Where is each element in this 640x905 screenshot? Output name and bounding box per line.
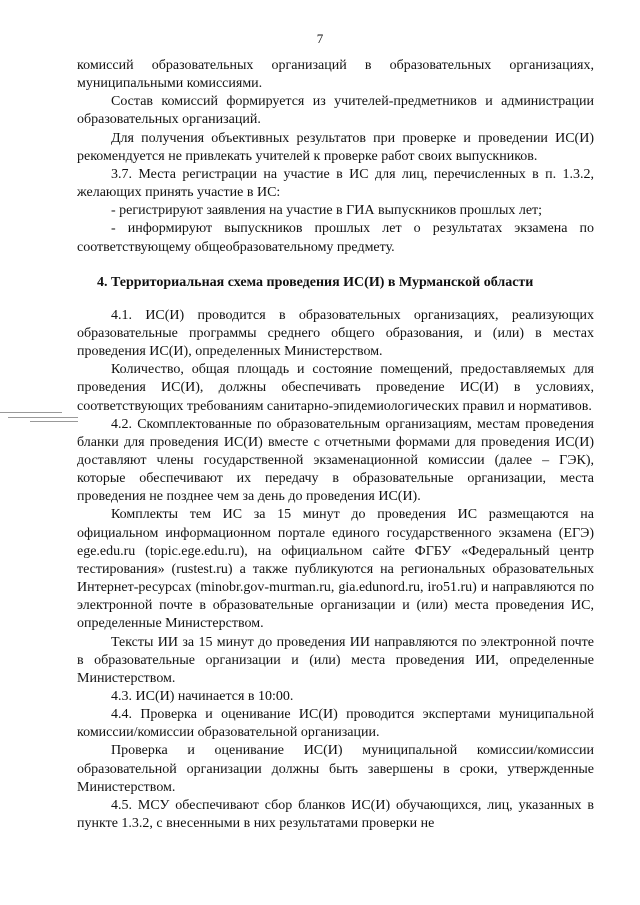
paragraph: 4.2. Скомплектованные по образовательным организациям, местам проведения бланки для проведения ИС(И) вместе с отчетными формами для проведения ИС(И) доставляют члены государственной экзаменационной комиссии (далее – ГЭК), которые обеспечивают их передачу в образовательные организации, места проведения не позднее чем за день до проведения ИС(И).	[77, 416, 594, 505]
paragraph: комиссий образовательных организаций в образовательных организациях, муниципальными комиссиями.	[77, 58, 594, 92]
page-number: 7	[316, 31, 324, 46]
paragraph: Проверка и оценивание ИС(И) муниципальной комиссии/комиссии образовательной организации должны быть завершены в сроки, утвержденные Министерством.	[77, 743, 594, 795]
paragraph: 4.1. ИС(И) проводится в образовательных организациях, реализующих образовательные программы среднего общего образования, и (или) в местах проведения ИС(И), определенных Министерством.	[77, 307, 594, 360]
paragraph: Состав комиссий формируется из учителей-предметников и администрации образовательных организаций.	[77, 94, 594, 128]
paragraph: Для получения объективных результатов при проверке и проведении ИС(И) рекомендуется не привлекать учителей к проверке работ своих выпускников.	[77, 130, 594, 164]
paragraph: 4.4. Проверка и оценивание ИС(И) проводится экспертами муниципальной комиссии/комиссии образовательной организации.	[77, 707, 594, 741]
document-body	[77, 57, 594, 833]
paragraph: Тексты ИИ за 15 минут до проведения ИИ направляются по электронной почте в образовательные организации и (или) места проведения ИИ, определенные Министерством.	[77, 634, 594, 686]
paragraph: 4.5. МСУ обеспечивают сбор бланков ИС(И) обучающихся, лиц, указанных в пункте 1.3.2, с внесенными в них результатами проверки не	[77, 797, 594, 832]
scan-artifact	[0, 409, 80, 423]
paragraph: Количество, общая площадь и состояние помещений, предоставляемых для проведения ИС(И), должны обеспечивать проведение ИС(И) в условиях, соответствующих требованиям санитарно-эпидемиологических правил и нормативов.	[77, 362, 594, 414]
list-item: - информируют выпускников прошлых лет о результатах экзамена по соответствующему общеобразовательному предмету.	[77, 221, 594, 255]
section-heading: 4. Территориальная схема проведения ИС(И) в Мурманской области	[97, 274, 534, 290]
list-item: - регистрируют заявления на участие в ГИА выпускников прошлых лет;	[111, 203, 543, 219]
paragraph: Комплекты тем ИС за 15 минут до проведения ИС размещаются на официальном информационном портале единого государственного экзамена (ЕГЭ) ege.edu.ru (topic.ege.edu.ru), на официальном сайте ФГБУ «Федеральный центр тестирования» (rustest.ru) а также публикуются на региональных образовательных Интернет-ресурсах (minobr.gov-murman.ru, gia.edunord.ru, iro51.ru) и направляются по электронной почте в образовательные организации и (или) места проведения ИС, определенные Министерством.	[77, 507, 594, 632]
paragraph: 3.7. Места регистрации на участие в ИС для лиц, перечисленных в п. 1.3.2, желающих принять участие в ИС:	[77, 166, 594, 201]
paragraph: 4.3. ИС(И) начинается в 10:00.	[111, 689, 294, 704]
